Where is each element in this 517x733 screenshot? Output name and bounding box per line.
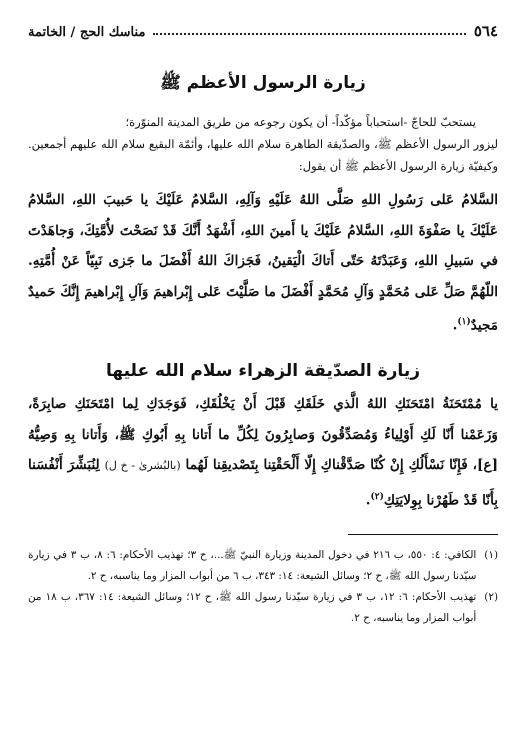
intro-line-2: ليزور الرسول الأعظم ﷺ، والصدّيقة الطاهرة سلام الله عليها، وأئمّة البقيع سلام الله عليهم أجمعين. وكيفيّة زيارة الرسول الأعظم ﷺ أن يقول: <box>28 137 498 173</box>
intro-line-1: يستحبّ للحاجّ -استحباباً مؤكّداً- أن يكون رجوعه من طريق المدينة المنوّرة؛ <box>125 115 476 129</box>
section-heading-zahra: زيارة الصدّيقة الزهراء سلام الله عليها <box>106 361 420 382</box>
footnote-1 <box>28 545 498 587</box>
running-title: مناسك الحج / الخاتمة <box>28 25 146 40</box>
footnotes <box>28 545 498 629</box>
intro-paragraph-continued <box>28 133 498 177</box>
running-header <box>28 20 498 40</box>
book-page <box>28 20 498 720</box>
ziyara-alternate-reading: (بالبُشرىٰ - خ ل) <box>104 459 181 473</box>
footnote-1-text: الكافي: ٤: ٥٥٠، ب ٢١٦ في دخول المدينة وزيارة النبيّ ﷺ...، ح ٣؛ تهذيب الأحكام: ٦: ٨، ب ٣ في زيارة سيّدنا رسول الله ﷺ، ح ٢؛ وسائل الشيعة: ١٤: ٣٤٣، ب ٦ من أبواب المزار وما يناسبه، ح ٢. <box>28 548 477 582</box>
footnote-2-number: (٢) <box>484 590 498 603</box>
ziyara-prophet-body: السَّلامُ عَلى رَسُولِ اللهِ صَلَّى اللهُ عَلَيْهِ وَآلِهِ، السَّلامُ عَلَيْكَ يا حَبيبَ اللهِ، السَّلامُ عَلَيْكَ يا صَفْوَةَ اللهِ، السَّلامُ عَلَيْكَ يا أَمينَ اللهِ، أَشْهَدُ أَنَّكَ قَدْ نَصَحْتَ لأُمَّتِكَ، وَجاهَدْتَ في سَبيلِ اللهِ، وَعَبَدْتَهُ حَتّى أَتاكَ الْيَقينُ، فَجَزاكَ اللهُ أَفْضَلَ ما جَزى نَبِيّاً عَنْ أُمَّتِهِ. اللّهُمَّ صَلِّ عَلى مُحَمَّدٍ وَآلِ مُحَمَّدٍ أَفْضَلَ ما صَلَّيْتَ عَلى إِبْراهيمَ وَآلِ إِبْراهيمَ إِنَّكَ حَميدٌ مَجيدٌ <box>28 192 498 334</box>
ziyara-text-prophet: السَّلامُ عَلى رَسُولِ اللهِ صَلَّى اللهُ عَلَيْهِ وَآلِهِ، السَّلامُ عَلَيْكَ يا حَبيبَ اللهِ، السَّلامُ عَلَيْكَ يا صَفْوَةَ اللهِ، السَّلامُ عَلَيْكَ يا أَمينَ اللهِ، أَشْهَدُ أَنَّكَ قَدْ نَصَحْتَ لأُمَّتِكَ، وَجاهَدْتَ في سَبيلِ اللهِ، وَعَبَدْتَهُ حَتّى أَتاكَ الْيَقينُ، فَجَزاكَ اللهُ أَفْضَلَ ما جَزى نَبِيّاً عَنْ أُمَّتِهِ. اللّهُمَّ صَلِّ عَلى مُحَمَّدٍ وَآلِ مُحَمَّدٍ أَفْضَلَ ما صَلَّيْتَ عَلى إِبْراهيمَ وَآلِ إِبْراهيمَ إِنَّكَ حَميدٌ مَجيدٌ$^{(١)}$. <box>28 192 498 334</box>
ziyara-zahra-body-2: لِنُبَشِّرَ أَنْفُسَنا بِأَنّا قَدْ طَهُرْنا بِوِلايَتِكِ <box>28 457 498 509</box>
intro-paragraph <box>28 111 498 133</box>
footnote-2-text: تهذيب الأحكام: ٦: ١٢، ب ٣ في زيارة سيّدنا رسول الله ﷺ، ح ١٢؛ وسائل الشيعة: ١٤: ٣٦٧، ب ١٨ من أبواب المزار وما يناسبه، ح ٢. <box>28 590 477 624</box>
footnote-marker-2: (٢) <box>370 491 384 502</box>
page-number: ٥٦٤ <box>473 22 498 40</box>
footnote-separator <box>348 534 498 535</box>
section-heading-prophet: زيارة الرسول الأعظم ﷺ <box>160 73 366 93</box>
header-dotted-leader <box>153 32 465 35</box>
ziyara-text-zahra: يا مُمْتَحَنَةُ امْتَحَنَكِ اللهُ الَّذي خَلَقَكِ قَبْلَ أَنْ يَخْلُقَكِ، فَوَجَدَكِ لِما امْتَحَنَكِ صابِرَةً، وَزَعَمْنا أَنّا لَكِ أَوْلِياءُ وَمُصَدِّقُونَ وَصابِرُونَ لِكُلِّ ما أَتانا بِهِ أَبُوكِ ﷺ، وَأَتانا بِهِ وَصِيُّهُ [ع]، فَإِنّا نَسْأَلُكِ إِنْ كُنّا صَدَّقْناكِ إِلّا أَلْحَقْتِنا بِتَصْديقِنا لَهُما (بالبُشرىٰ - خ ل) لِنُبَشِّرَ أَنْفُسَنا بِأَنّا قَدْ طَهُرْنا بِوِلايَتِكِ$^{(٢)}$. <box>28 396 499 509</box>
footnote-1-number: (١) <box>484 548 498 561</box>
ziyara-zahra-body-1: يا مُمْتَحَنَةُ امْتَحَنَكِ اللهُ الَّذي خَلَقَكِ قَبْلَ أَنْ يَخْلُقَكِ، فَوَجَدَكِ لِما امْتَحَنَكِ صابِرَةً، وَزَعَمْنا أَنّا لَكِ أَوْلِياءُ وَمُصَدِّقُونَ وَصابِرُونَ لِكُلِّ ما أَتانا بِهِ أَبُوكِ ﷺ، وَأَتانا بِهِ وَصِيُّهُ [ع]، فَإِنّا نَسْأَلُكِ إِنْ كُنّا صَدَّقْناكِ إِلّا أَلْحَقْتِنا بِتَصْديقِنا لَهُما <box>28 396 499 474</box>
footnote-2 <box>28 587 498 629</box>
footnote-marker-1: (١) <box>457 317 471 327</box>
